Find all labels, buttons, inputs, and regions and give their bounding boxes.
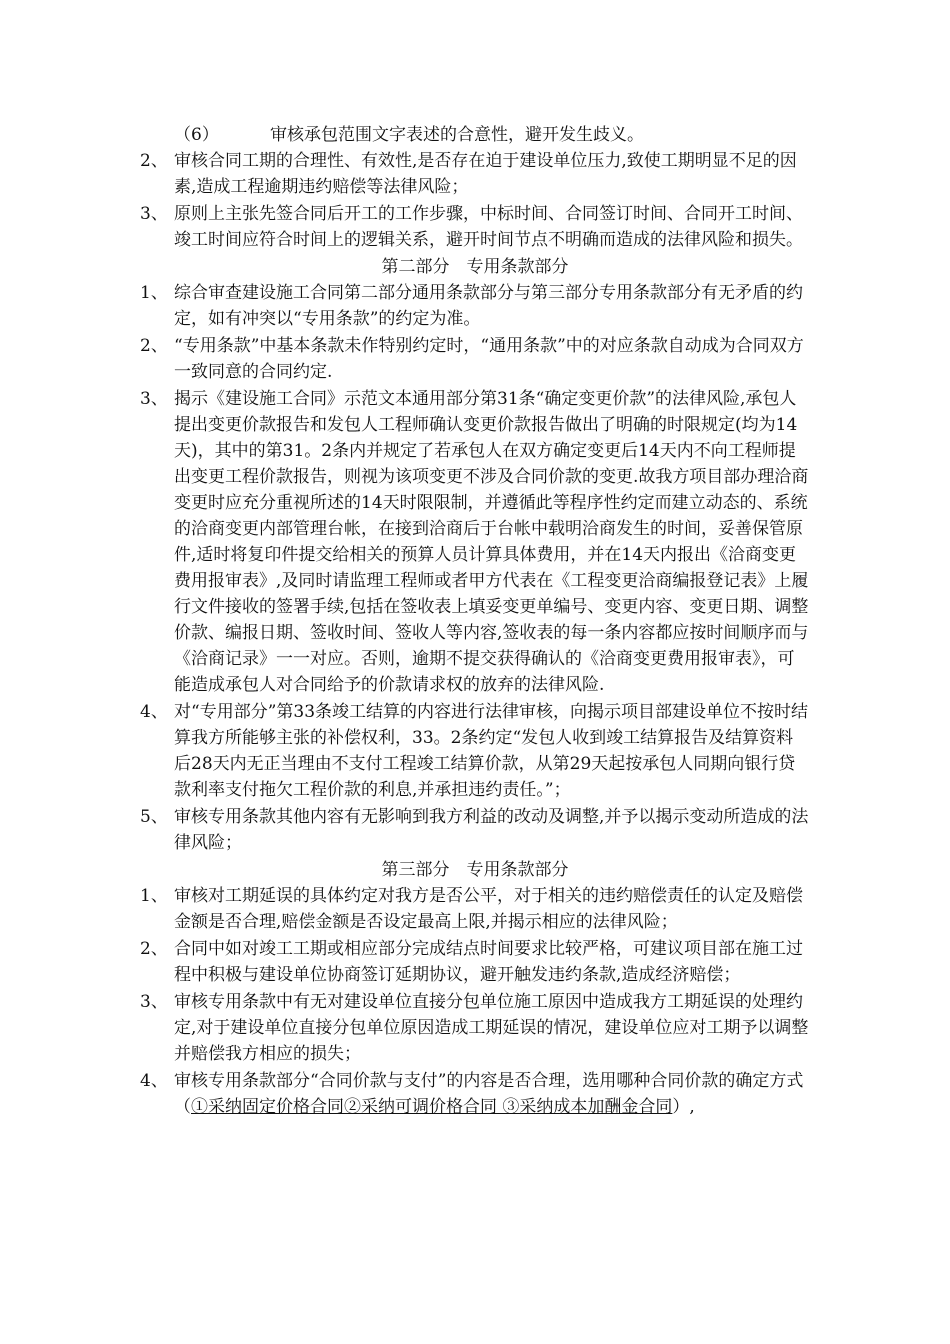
item-number: 3、 xyxy=(140,204,168,224)
item-number: 2、 xyxy=(140,151,168,171)
item-number: 5、 xyxy=(140,807,168,827)
list-item xyxy=(140,989,810,1067)
item-number: 4、 xyxy=(140,1071,168,1091)
section-heading-part2: 第二部分 专用条款部分 xyxy=(381,257,569,277)
item-number: 4、 xyxy=(140,702,168,722)
item-text: 合同中如对竣工工期或相应部分完成结点时间要求比较严格，可建议项目部在施工过程中积极与建设单位协商签订延期协议，避开触发违约条款,造成经济赔偿； xyxy=(174,939,803,985)
intro-item xyxy=(140,122,810,148)
list-item xyxy=(140,699,810,803)
section-heading-part3: 第三部分 专用条款部分 xyxy=(381,860,569,880)
item-number: 1、 xyxy=(140,283,168,303)
item-text: 审核专用条款中有无对建设单位直接分包单位施工原因中造成我方工期延误的处理约定,对于建设单位直接分包单位原因造成工期延误的情况，建设单位应对工期予以调整并赔偿我方相应的损失； xyxy=(174,992,809,1064)
item-number: 2、 xyxy=(140,939,168,959)
item-text: 审核专用条款部分“合同价款与支付”的内容是否合理，选用哪种合同价款的确定方式（ xyxy=(174,1071,804,1117)
item-text: 对“专用部分”第33条竣工结算的内容进行法律审核，向揭示项目部建设单位不按时结算我方所能够主张的补偿权利，33。2条约定“发包人收到竣工结算报告及结算资料后28天内无正当理由不支付工程竣工结算价款，从第29天起按承包人同期向银行贷款利率支付拖欠工程价款的利息,并承担违约责任。”； xyxy=(174,702,809,800)
item-number: 3、 xyxy=(140,389,168,409)
list-item xyxy=(140,804,810,856)
item-text: 审核对工期延误的具体约定对我方是否公平，对于相关的违约赔偿责任的认定及赔偿金额是否合理,赔偿金额是否设定最高上限,并揭示相应的法律风险； xyxy=(174,886,803,932)
item-number: 3、 xyxy=(140,992,168,1012)
item-number: 2、 xyxy=(140,336,168,356)
list-item xyxy=(140,333,810,385)
item-text: 揭示《建设施工合同》示范文本通用部分第31条“确定变更价款”的法律风险,承包人提出变更价款报告和发包人工程师确认变更价款报告做出了明确的时限规定(均为14天)，其中的第31。2条内并规定了若承包人在双方确定变更后14天内不向工程师提出变更工程价款报告，则视为该项变更不涉及合同价款的变更.故我方项目部办理洽商变更时应充分重视所述的14天时限限制，并遵循此等程序性约定而建立动态的、系统的洽商变更内部管理台帐，在接到洽商后于台帐中载明洽商发生的时间，妥善保管原件,适时将复印件提交给相关的预算人员计算具体费用，并在14天内报出《洽商变更费用报审表》,及同时请监理工程师或者甲方代表在《工程变更洽商编报登记表》上履行文件接收的签署手续,包括在签收表上填妥变更单编号、变更内容、变更日期、调整价款、编报日期、签收时间、签收人等内容,签收表的每一条内容都应按时间顺序而与《洽商记录》一一对应。否则，逾期不提交获得确认的《洽商变更费用报审表》，可能造成承包人对合同给予的价款请求权的放弃的法律风险. xyxy=(174,389,809,695)
list-item xyxy=(140,936,810,988)
item-text: 综合审查建设施工合同第二部分通用条款部分与第三部分专用条款部分有无矛盾的约定，如有冲突以“专用条款”的约定为准。 xyxy=(174,283,803,329)
contract-types-underlined: ①采纳固定价格合同②采纳可调价格合同 ③采纳成本加酬金合同 xyxy=(191,1097,673,1117)
list-item xyxy=(140,148,810,200)
document-body xyxy=(140,122,810,1121)
item-text: 审核专用条款其他内容有无影响到我方利益的改动及调整,并予以揭示变动所造成的法律风险； xyxy=(174,807,809,853)
list-item xyxy=(140,386,810,698)
list-item xyxy=(140,883,810,935)
item-text-tail: ）, xyxy=(672,1097,695,1117)
item-text: 审核合同工期的合理性、有效性,是否存在迫于建设单位压力,致使工期明显不足的因素,造成工程逾期违约赔偿等法律风险； xyxy=(174,151,797,197)
item-number: （6） xyxy=(174,125,219,145)
item-text: 审核承包范围文字表述的合意性，避开发生歧义。 xyxy=(270,125,644,145)
item-number: 1、 xyxy=(140,886,168,906)
item-text: 原则上主张先签合同后开工的工作步骤，中标时间、合同签订时间、合同开工时间、竣工时间应符合时间上的逻辑关系，避开时间节点不明确而造成的法律风险和损失。 xyxy=(174,204,803,250)
item-text: “专用条款”中基本条款未作特别约定时，“通用条款”中的对应条款自动成为合同双方一致同意的合同约定. xyxy=(174,336,804,382)
list-item xyxy=(140,280,810,332)
list-item xyxy=(140,201,810,253)
list-item xyxy=(140,1068,810,1120)
